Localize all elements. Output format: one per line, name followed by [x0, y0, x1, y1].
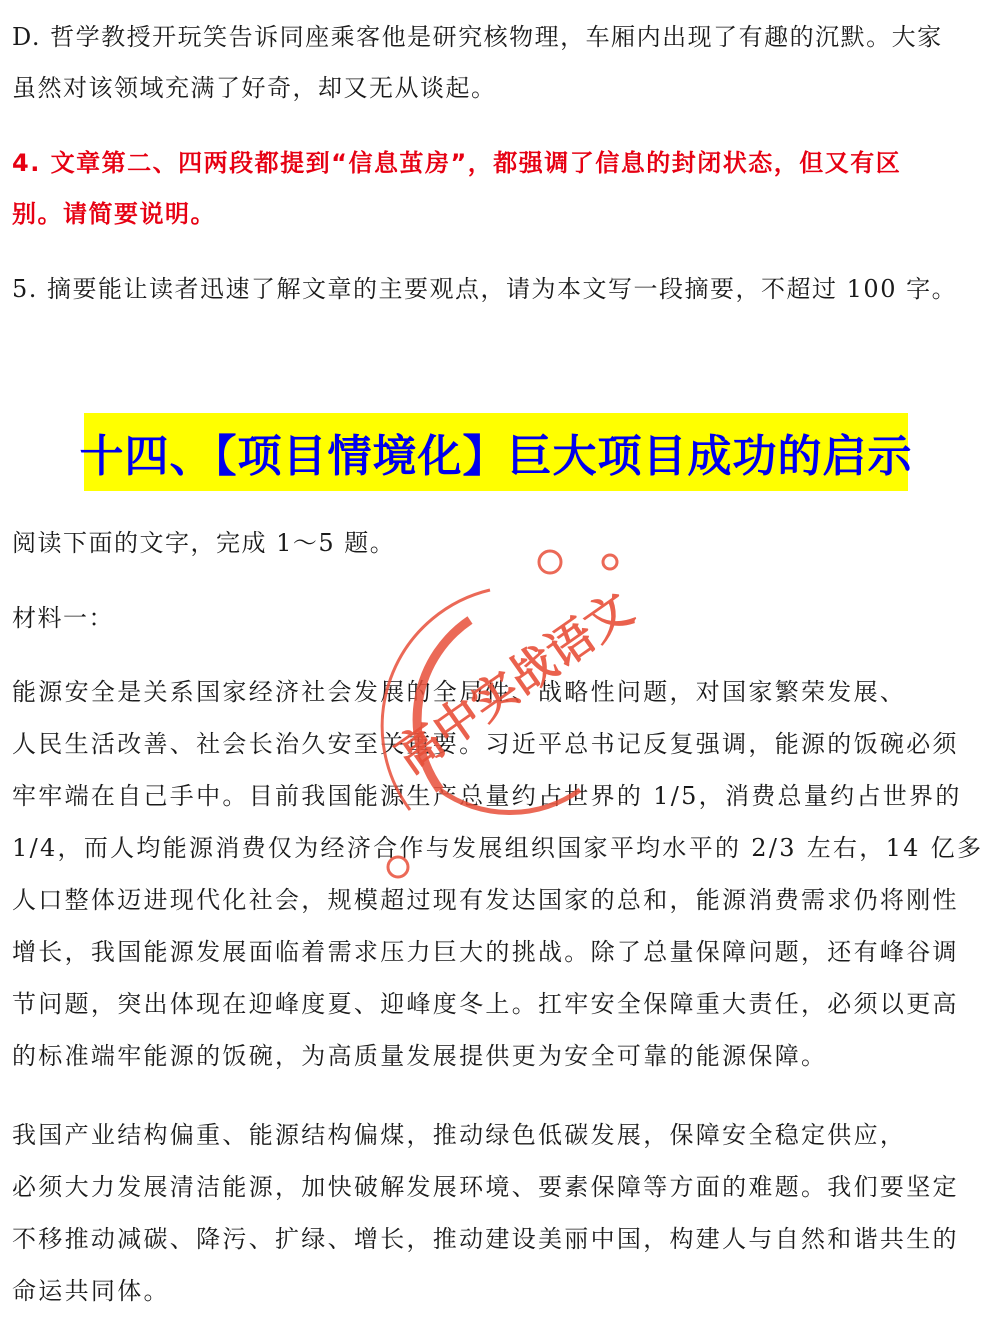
paragraph-1-line: 人口整体迈进现代化社会，规模超过现有发达国家的总和，能源消费需求仍将刚性: [12, 886, 959, 914]
stamp-tiny-circle: [603, 555, 617, 569]
paragraph-2: [12, 1109, 972, 1317]
section-title: 十四、【项目情境化】巨大项目成功的启示: [79, 431, 913, 482]
paragraph-1-line: 1/4，而人均能源消费仅为经济合作与发展组织国家平均水平的 2/3 左右，14 亿多: [12, 834, 984, 862]
material-label: 材料一：: [12, 604, 114, 632]
option-d-line-1: D. 哲学教授开玩笑告诉同座乘客他是研究核物理，车厢内出现了有趣的沉默。大家: [12, 23, 943, 51]
instruction-text: 阅读下面的文字，完成 1～5 题。: [12, 529, 396, 557]
paragraph-1-line: 牢牢端在自己手中。目前我国能源生产总量约占世界的 1/5，消费总量约占世界的: [12, 782, 962, 810]
option-d-line-2: 虽然对该领域充满了好奇，却又无从谈起。: [12, 74, 497, 102]
paragraph-2-line: 不移推动减碳、降污、扩绿、增长，推动建设美丽中国，构建人与自然和谐共生的: [12, 1225, 959, 1253]
paragraph-1-line: 人民生活改善、社会长治久安至关重要。习近平总书记反复强调，能源的饭碗必须: [12, 730, 959, 758]
question-5-line-1: 5. 摘要能让读者迅速了解文章的主要观点，请为本文写一段摘要，不超过 100 字。: [12, 275, 958, 303]
paragraph-2-line: 命运共同体。: [12, 1277, 170, 1305]
question-4-line-2: 别。请简要说明。: [12, 200, 216, 228]
paragraph-1-line: 节问题，突出体现在迎峰度夏、迎峰度冬上。扛牢安全保障重大责任，必须以更高: [12, 990, 959, 1018]
section-title-banner: [79, 413, 913, 491]
watermark-text: 高中实战语文: [385, 581, 643, 785]
stamp-small-circle: [539, 551, 561, 573]
paragraph-1-line: 能源安全是关系国家经济社会发展的全局性、战略性问题，对国家繁荣发展、: [12, 678, 907, 706]
paragraph-2-line: 必须大力发展清洁能源，加快破解发展环境、要素保障等方面的难题。我们要坚定: [12, 1173, 959, 1201]
paragraph-2-line: 我国产业结构偏重、能源结构偏煤，推动绿色低碳发展，保障安全稳定供应，: [12, 1121, 907, 1149]
paragraph-1: [12, 666, 984, 1082]
paragraph-1-line: 增长，我国能源发展面临着需求压力巨大的挑战。除了总量保障问题，还有峰谷调: [12, 938, 959, 966]
question-4-line-1: 4. 文章第二、四两段都提到“信息茧房”，都强调了信息的封闭状态，但又有区: [12, 149, 902, 177]
paragraph-1-line: 的标准端牢能源的饭碗，为高质量发展提供更为安全可靠的能源保障。: [12, 1042, 828, 1070]
